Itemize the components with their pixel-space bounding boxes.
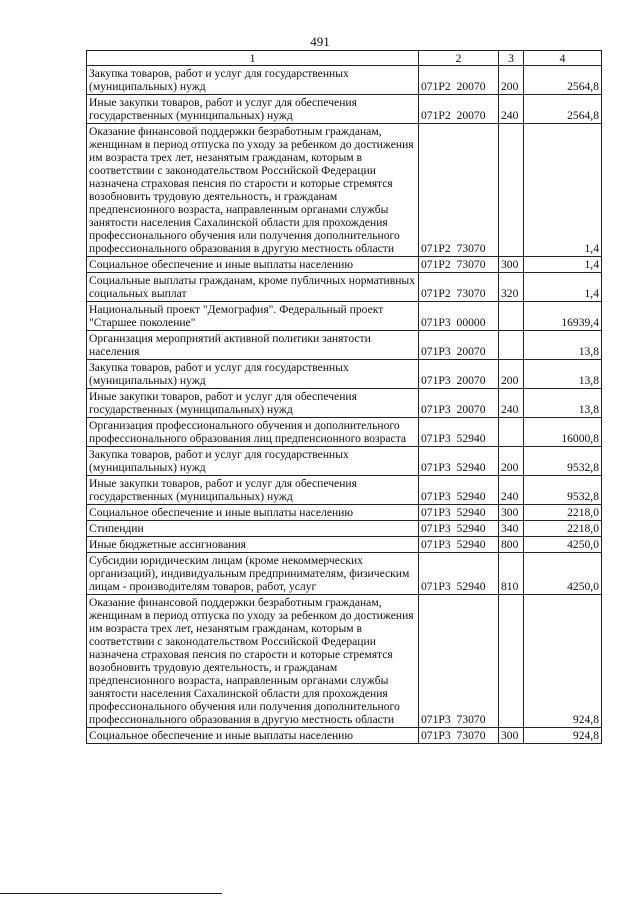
row-amount: 2218,0 <box>524 521 602 537</box>
row-name: Стипендии <box>87 521 419 537</box>
budget-table <box>86 50 602 744</box>
row-amount: 4250,0 <box>524 553 602 595</box>
row-amount: 9532,8 <box>524 476 602 505</box>
row-type: 300 <box>499 505 524 521</box>
table-row <box>87 537 602 553</box>
row-code: 071Р3 52940 <box>419 505 499 521</box>
row-type <box>499 124 524 257</box>
row-name: Иные закупки товаров, работ и услуг для обеспечения государственных (муниципальных) нужд <box>87 476 419 505</box>
row-type: 200 <box>499 447 524 476</box>
header-type: 3 <box>499 51 524 66</box>
row-amount: 4250,0 <box>524 537 602 553</box>
row-name: Субсидии юридическим лицам (кроме некоммерческих организаций), индивидуальным предпринимателям, физическим лицам - производителям товаров, работ, услуг <box>87 553 419 595</box>
row-amount: 2564,8 <box>524 95 602 124</box>
row-code: 071Р3 52940 <box>419 418 499 447</box>
row-name: Организация мероприятий активной политики занятости населения <box>87 331 419 360</box>
row-type <box>499 418 524 447</box>
row-code: 071Р3 20070 <box>419 360 499 389</box>
row-type <box>499 595 524 728</box>
row-amount: 1,4 <box>524 273 602 302</box>
row-code: 071Р3 73070 <box>419 595 499 728</box>
table-row <box>87 95 602 124</box>
row-code: 071Р2 73070 <box>419 273 499 302</box>
row-amount: 1,4 <box>524 257 602 273</box>
table-row <box>87 302 602 331</box>
row-code: 071Р3 00000 <box>419 302 499 331</box>
row-name: Социальное обеспечение и иные выплаты населению <box>87 505 419 521</box>
table-row <box>87 505 602 521</box>
row-code: 071Р3 52940 <box>419 537 499 553</box>
row-code: 071Р3 20070 <box>419 331 499 360</box>
row-name: Закупка товаров, работ и услуг для государственных (муниципальных) нужд <box>87 360 419 389</box>
table-row <box>87 66 602 95</box>
table-header-row <box>87 51 602 66</box>
row-code: 071Р3 52940 <box>419 447 499 476</box>
row-name: Оказание финансовой поддержки безработным гражданам, женщинам в период отпуска по уходу за ребенком до достижения им возраста трех лет, незанятым гражданам, которым в соответствии с законодательством Российской Федерации назначена страховая пенсия по старости и которые стремятся возобновить трудовую деятельность, и гражданам предпенсионного возраста, направленным органами службы занятости населения Сахалинской области для прохождения профессионального обучения или получения дополнительного профессионального образования в другую местность области <box>87 124 419 257</box>
row-type: 200 <box>499 66 524 95</box>
table-row <box>87 553 602 595</box>
row-amount: 924,8 <box>524 595 602 728</box>
row-amount: 16939,4 <box>524 302 602 331</box>
table-row <box>87 389 602 418</box>
row-code: 071Р3 52940 <box>419 521 499 537</box>
row-amount: 2564,8 <box>524 66 602 95</box>
row-code: 071Р2 20070 <box>419 66 499 95</box>
row-type: 810 <box>499 553 524 595</box>
row-code: 071Р2 73070 <box>419 124 499 257</box>
table-row <box>87 521 602 537</box>
row-name: Закупка товаров, работ и услуг для государственных (муниципальных) нужд <box>87 66 419 95</box>
header-code: 2 <box>419 51 499 66</box>
table-row <box>87 447 602 476</box>
table-row <box>87 124 602 257</box>
row-type: 240 <box>499 476 524 505</box>
row-amount: 1,4 <box>524 124 602 257</box>
row-amount: 924,8 <box>524 728 602 744</box>
row-name: Социальные выплаты гражданам, кроме публичных нормативных социальных выплат <box>87 273 419 302</box>
header-amount: 4 <box>524 51 602 66</box>
row-type: 320 <box>499 273 524 302</box>
row-name: Социальное обеспечение и иные выплаты населению <box>87 257 419 273</box>
row-type: 300 <box>499 257 524 273</box>
row-code: 071Р3 52940 <box>419 553 499 595</box>
row-amount: 16000,8 <box>524 418 602 447</box>
row-name: Закупка товаров, работ и услуг для государственных (муниципальных) нужд <box>87 447 419 476</box>
row-amount: 13,8 <box>524 331 602 360</box>
row-type: 240 <box>499 389 524 418</box>
row-name: Иные закупки товаров, работ и услуг для обеспечения государственных (муниципальных) нужд <box>87 95 419 124</box>
row-type <box>499 302 524 331</box>
row-name: Иные бюджетные ассигнования <box>87 537 419 553</box>
table-row <box>87 331 602 360</box>
footnote-rule <box>0 893 222 894</box>
table-row <box>87 595 602 728</box>
row-type: 800 <box>499 537 524 553</box>
row-type: 300 <box>499 728 524 744</box>
row-name: Иные закупки товаров, работ и услуг для обеспечения государственных (муниципальных) нужд <box>87 389 419 418</box>
row-name: Организация профессионального обучения и дополнительного профессионального образования лиц предпенсионного возраста <box>87 418 419 447</box>
row-type: 200 <box>499 360 524 389</box>
row-amount: 9532,8 <box>524 447 602 476</box>
header-name: 1 <box>87 51 419 66</box>
row-amount: 13,8 <box>524 360 602 389</box>
row-code: 071Р3 52940 <box>419 476 499 505</box>
row-code: 071Р3 20070 <box>419 389 499 418</box>
row-amount: 2218,0 <box>524 505 602 521</box>
table-row <box>87 728 602 744</box>
row-name: Социальное обеспечение и иные выплаты населению <box>87 728 419 744</box>
row-name: Оказание финансовой поддержки безработным гражданам, женщинам в период отпуска по уходу за ребенком до достижения им возраста трех лет, незанятым гражданам, которым в соответствии с законодательством Российской Федерации назначена страховая пенсия по старости и которые стремятся возобновить трудовую деятельность, и гражданам предпенсионного возраста, направленным органами службы занятости населения Сахалинской области для прохождения профессионального обучения или получения дополнительного профессионального образования в другую местность области <box>87 595 419 728</box>
row-type: 240 <box>499 95 524 124</box>
row-code: 071Р2 73070 <box>419 257 499 273</box>
row-amount: 13,8 <box>524 389 602 418</box>
row-code: 071Р3 73070 <box>419 728 499 744</box>
row-type: 340 <box>499 521 524 537</box>
page-number: 491 <box>310 34 330 49</box>
row-code: 071Р2 20070 <box>419 95 499 124</box>
row-name: Национальный проект "Демография". Федеральный проект "Старшее поколение" <box>87 302 419 331</box>
table-row <box>87 418 602 447</box>
row-type <box>499 331 524 360</box>
table-row <box>87 360 602 389</box>
table-row <box>87 257 602 273</box>
table-row <box>87 273 602 302</box>
table-row <box>87 476 602 505</box>
